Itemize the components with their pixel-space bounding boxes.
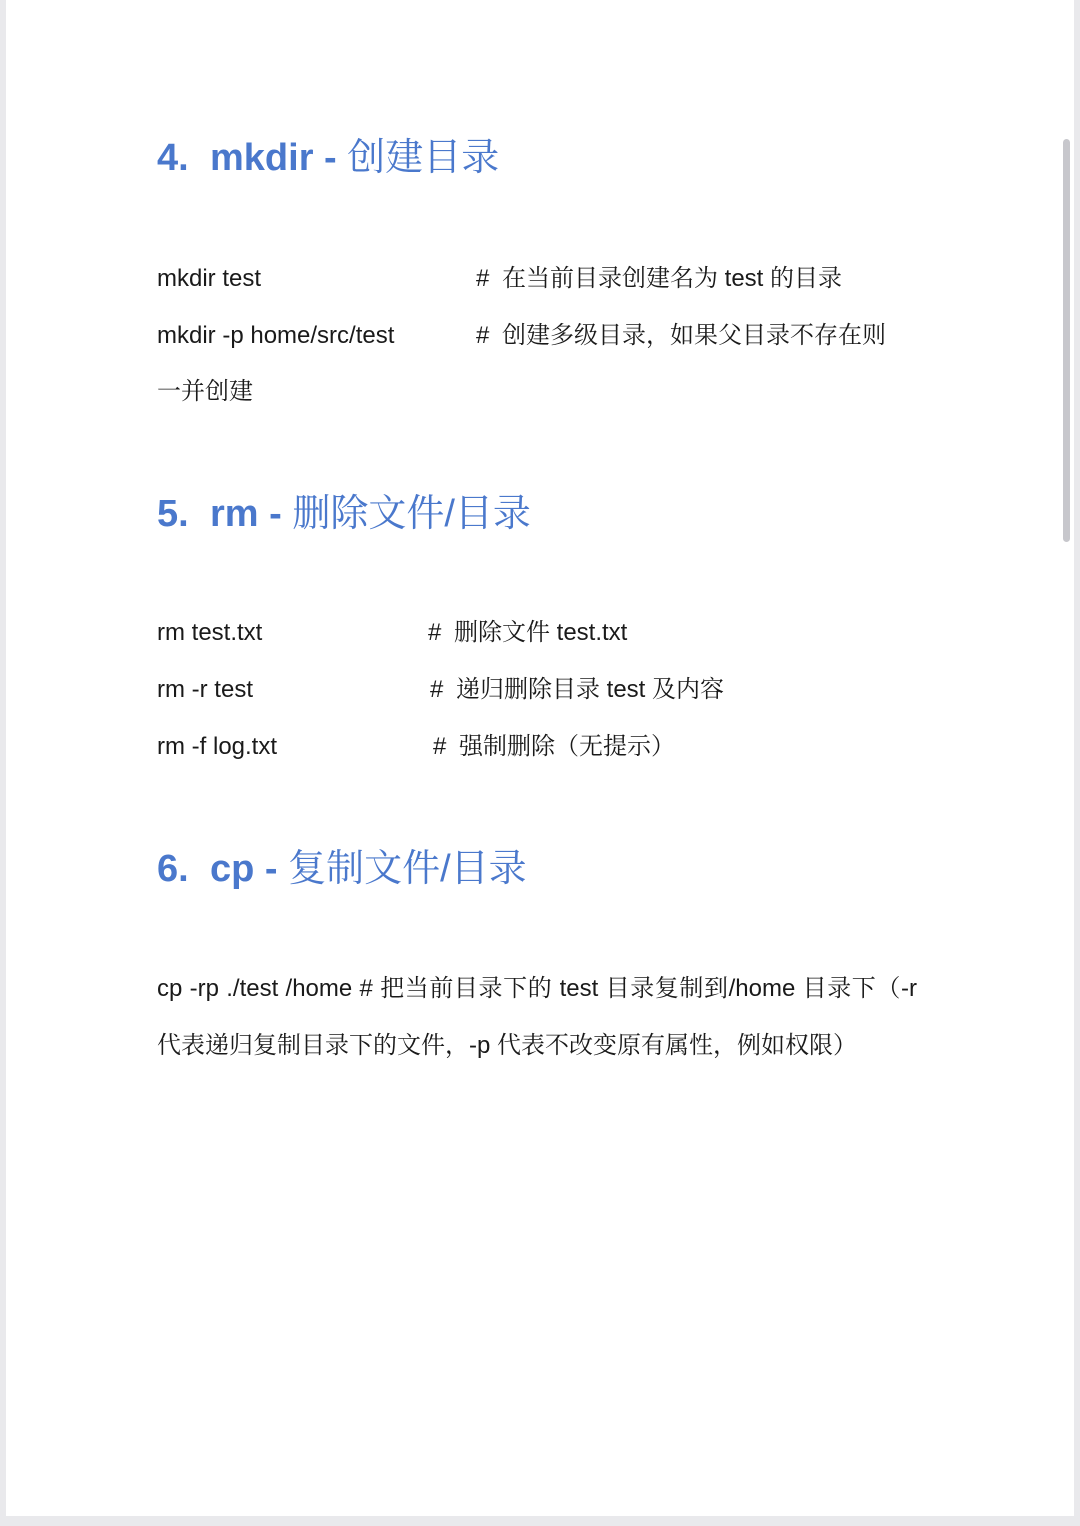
command-line [157,320,886,352]
command-text: rm -f log.txt [157,733,278,760]
command-line [157,263,843,295]
command-comment [430,674,724,706]
command-line [157,617,628,649]
heading-cp [157,844,527,894]
comment-text: 递归删除目录 test 及内容 [456,676,725,703]
command-text: rm -r test [157,676,253,703]
comment-text: 创建多级目录，如果父目录不存在则 [502,322,886,349]
heading-number: 6. [157,848,189,890]
command-comment [428,617,627,649]
cp-paragraph: cp -rp ./test /home # 把当前目录下的 test 目录复制到/home 目录下（-r 代表递归复制目录下的文件，-p 代表不改变原有属性，例如权限） [157,975,917,1059]
command-comment [476,263,842,295]
heading-number: 4. [157,137,189,179]
hash-symbol: # [476,265,490,292]
heading-command: cp - [210,848,278,890]
command-text: mkdir -p home/src/test [157,322,395,349]
heading-title: 复制文件/目录 [288,848,527,890]
command-line [157,674,725,706]
comment-text: 强制删除（无提示） [459,733,675,760]
hash-symbol: # [476,322,490,349]
command-text: rm test.txt [157,619,263,646]
hash-symbol: # [433,733,447,760]
command-comment [476,320,886,352]
heading-command: rm - [210,493,282,535]
heading-title: 创建目录 [347,137,500,179]
hash-symbol: # [428,619,442,646]
heading-title: 删除文件/目录 [292,493,531,535]
comment-text: 在当前目录创建名为 test 的目录 [502,265,843,292]
heading-number: 5. [157,493,189,535]
heading-rm [157,489,531,539]
command-text: mkdir test [157,265,262,292]
comment-text: 删除文件 test.txt [454,619,628,646]
heading-mkdir [157,133,499,183]
comment-continuation: 一并创建 [157,378,253,405]
vertical-scrollbar[interactable] [1063,139,1070,542]
command-comment [433,731,675,763]
command-line [157,731,675,763]
heading-command: mkdir - [210,137,337,179]
hash-symbol: # [430,676,444,703]
